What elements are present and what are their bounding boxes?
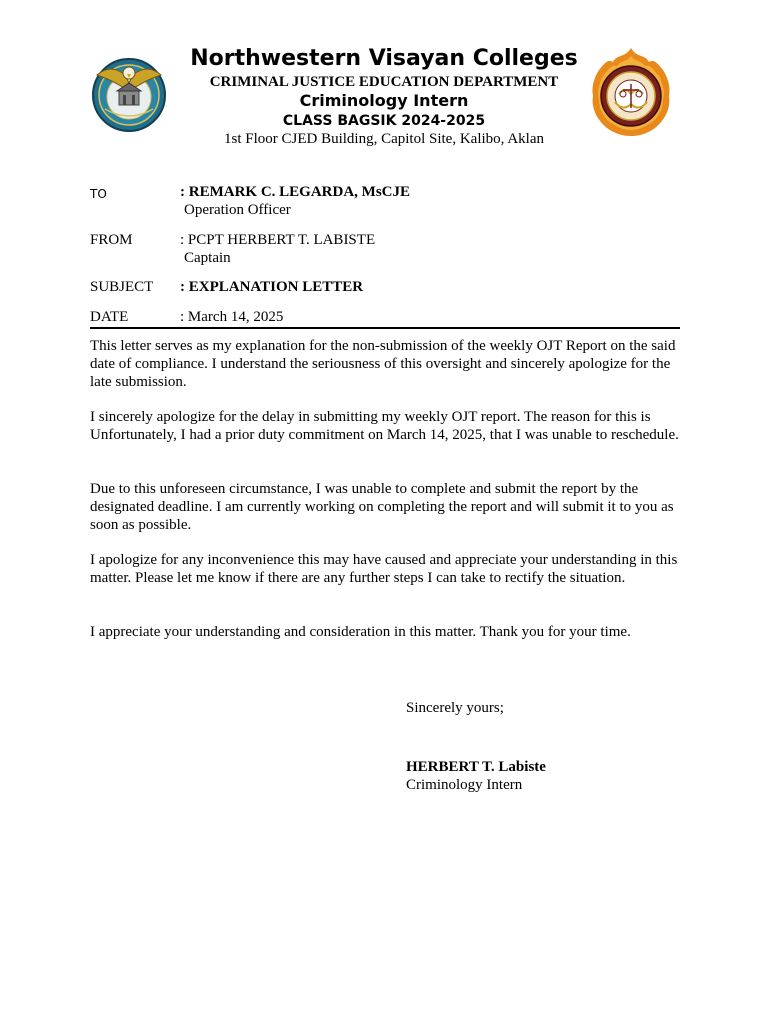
memo-to-title: Operation Officer	[184, 202, 291, 218]
memo-to-label: TO	[90, 187, 107, 201]
memo-from-label: FROM	[90, 232, 133, 248]
memo-to-name: : REMARK C. LEGARDA, MsCJE	[180, 184, 410, 200]
closing-salutation: Sincerely yours;	[406, 700, 504, 716]
memo-date-label: DATE	[90, 309, 129, 325]
body-paragraph-3: Due to this unforeseen circumstance, I was unable to complete and submit the report by the designated deadline. I am currently working on completing the report and will submit it to you as soon as possible.	[90, 481, 674, 533]
department-name: CRIMINAL JUSTICE EDUCATION DEPARTMENT	[209, 74, 559, 90]
body-paragraph-1: This letter serves as my explanation for the non-submission of the weekly OJT Report on the said date of compliance. I understand the seriousness of this oversight and sincerely apologize for the late submission.	[90, 338, 676, 390]
program-name: Criminology Intern	[299, 91, 469, 110]
college-name: Northwestern Visayan Colleges	[190, 46, 578, 71]
body-paragraph-5: I appreciate your understanding and consideration in this matter. Thank you for your time.	[90, 624, 631, 640]
college-address: 1st Floor CJED Building, Capitol Site, Kalibo, Aklan	[223, 131, 544, 147]
body-paragraph-4: I apologize for any inconvenience this may have caused and appreciate your understanding in this matter. Please let me know if there are any further steps I can take to rectify the situation.	[90, 552, 678, 586]
signatory-name: HERBERT T. Labiste	[406, 759, 546, 775]
memo-subject-label: SUBJECT	[90, 279, 154, 295]
signatory-title: Criminology Intern	[406, 777, 523, 793]
memo-date-value: : March 14, 2025	[180, 309, 284, 325]
memo-from-title: Captain	[184, 250, 231, 266]
memo-from-name: : PCPT HERBERT T. LABISTE	[180, 232, 376, 248]
memo-divider	[90, 327, 680, 329]
memo-subject-value: : EXPLANATION LETTER	[180, 279, 364, 295]
class-name: CLASS BAGSIK 2024-2025	[282, 113, 486, 129]
body-paragraph-2: I sincerely apologize for the delay in submitting my weekly OJT report. The reason for this is Unfortunately, I had a prior duty commitment on March 14, 2025, that I was unable to reschedule.	[90, 409, 679, 443]
